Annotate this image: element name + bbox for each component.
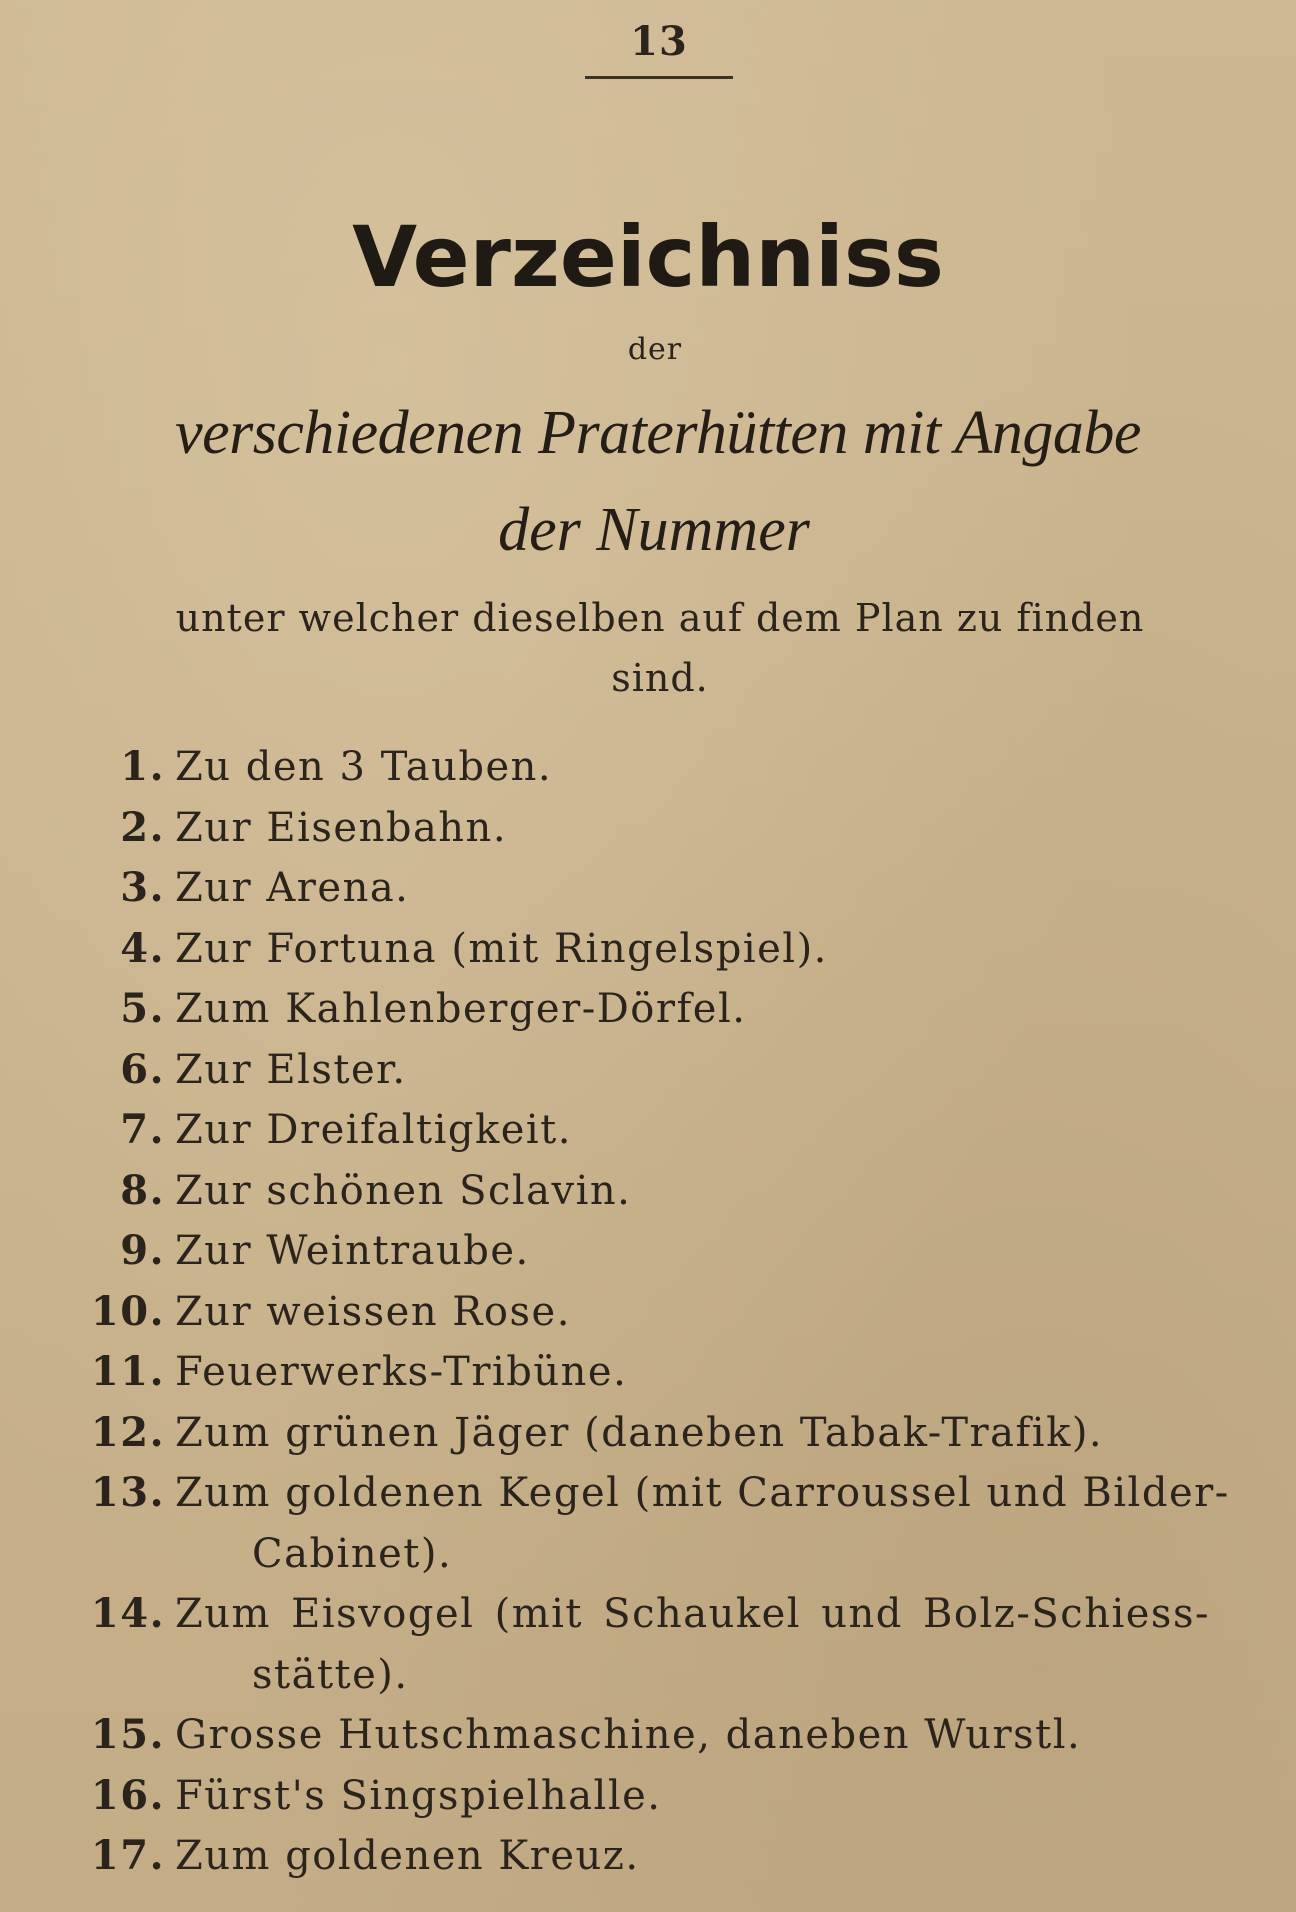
item-text: Zur weissen Rose. <box>175 1288 571 1335</box>
item-number: 16. <box>90 1771 165 1819</box>
list-item <box>0 1342 1296 1403</box>
list-item <box>0 1221 1296 1282</box>
item-number: 8. <box>120 1166 165 1214</box>
item-number: 1. <box>120 743 165 790</box>
list-item <box>0 798 1296 859</box>
subtitle-line-1: verschiedenen Praterhütten mit Angabe <box>175 399 1141 467</box>
list-item <box>0 737 1296 798</box>
subtitle-line-2: der Nummer <box>498 496 810 564</box>
item-text: Zur schönen Sclavin. <box>175 1167 632 1214</box>
item-text: Zum grünen Jäger (daneben Tabak-Trafik). <box>175 1409 1104 1456</box>
page-title: Verzeichniss <box>352 208 944 306</box>
list-item <box>0 1161 1296 1222</box>
item-text: Zum Eisvogel (mit Schaukel und Bolz-Schiess- <box>175 1591 1210 1637</box>
item-number: 17. <box>90 1832 165 1879</box>
item-number: 4. <box>120 924 165 972</box>
item-text: Grosse Hutschmaschine, daneben Wurstl. <box>175 1712 1082 1758</box>
list-item <box>0 1100 1296 1161</box>
item-number: 10. <box>90 1287 165 1335</box>
list-item <box>0 858 1296 919</box>
page-number-rule <box>585 76 733 79</box>
item-text: Zur Arena. <box>175 865 410 911</box>
item-text: Zur Elster. <box>175 1046 407 1093</box>
list-item <box>0 1040 1296 1101</box>
item-text: Zum goldenen Kegel (mit Carroussel und Bilder- <box>175 1470 1230 1516</box>
item-text-continuation: Cabinet). <box>252 1530 453 1577</box>
item-text: Zur Eisenbahn. <box>175 804 508 851</box>
list-item <box>0 1584 1296 1705</box>
list-item <box>0 919 1296 980</box>
item-number: 5. <box>120 985 165 1032</box>
title-connector: der <box>627 332 683 367</box>
item-text: Zu den 3 Tauben. <box>175 744 553 790</box>
list-item <box>0 1826 1296 1887</box>
item-text: Zur Fortuna (mit Ringelspiel). <box>175 925 828 972</box>
item-number: 3. <box>120 864 165 911</box>
list-item <box>0 979 1296 1040</box>
item-number: 12. <box>90 1408 165 1456</box>
list-item <box>0 1282 1296 1343</box>
item-text-continuation: stätte). <box>252 1651 409 1698</box>
item-number: 11. <box>90 1348 165 1395</box>
item-number: 15. <box>90 1711 165 1758</box>
item-number: 13. <box>90 1469 165 1516</box>
list-item <box>0 1705 1296 1766</box>
list-item <box>0 1463 1296 1584</box>
item-number: 7. <box>120 1106 165 1153</box>
list-item <box>0 1766 1296 1827</box>
item-text: Zum goldenen Kreuz. <box>175 1833 640 1879</box>
item-number: 9. <box>120 1227 165 1274</box>
list-item <box>0 1403 1296 1464</box>
item-number: 14. <box>90 1590 165 1637</box>
item-text: Zum Kahlenberger-Dörfel. <box>175 986 747 1032</box>
intro-line-2: sind. <box>611 656 709 700</box>
page-number: 13 <box>630 18 688 65</box>
item-text: Zur Weintraube. <box>175 1228 530 1274</box>
item-text: Zur Dreifaltigkeit. <box>175 1107 572 1153</box>
item-text: Feuerwerks-Tribüne. <box>175 1349 628 1395</box>
item-number: 2. <box>120 803 165 851</box>
item-text: Fürst's Singspielhalle. <box>175 1772 662 1819</box>
intro-line-1: unter welcher dieselben auf dem Plan zu finden <box>175 596 1145 640</box>
item-number: 6. <box>120 1045 165 1093</box>
hut-list <box>0 737 1296 1887</box>
